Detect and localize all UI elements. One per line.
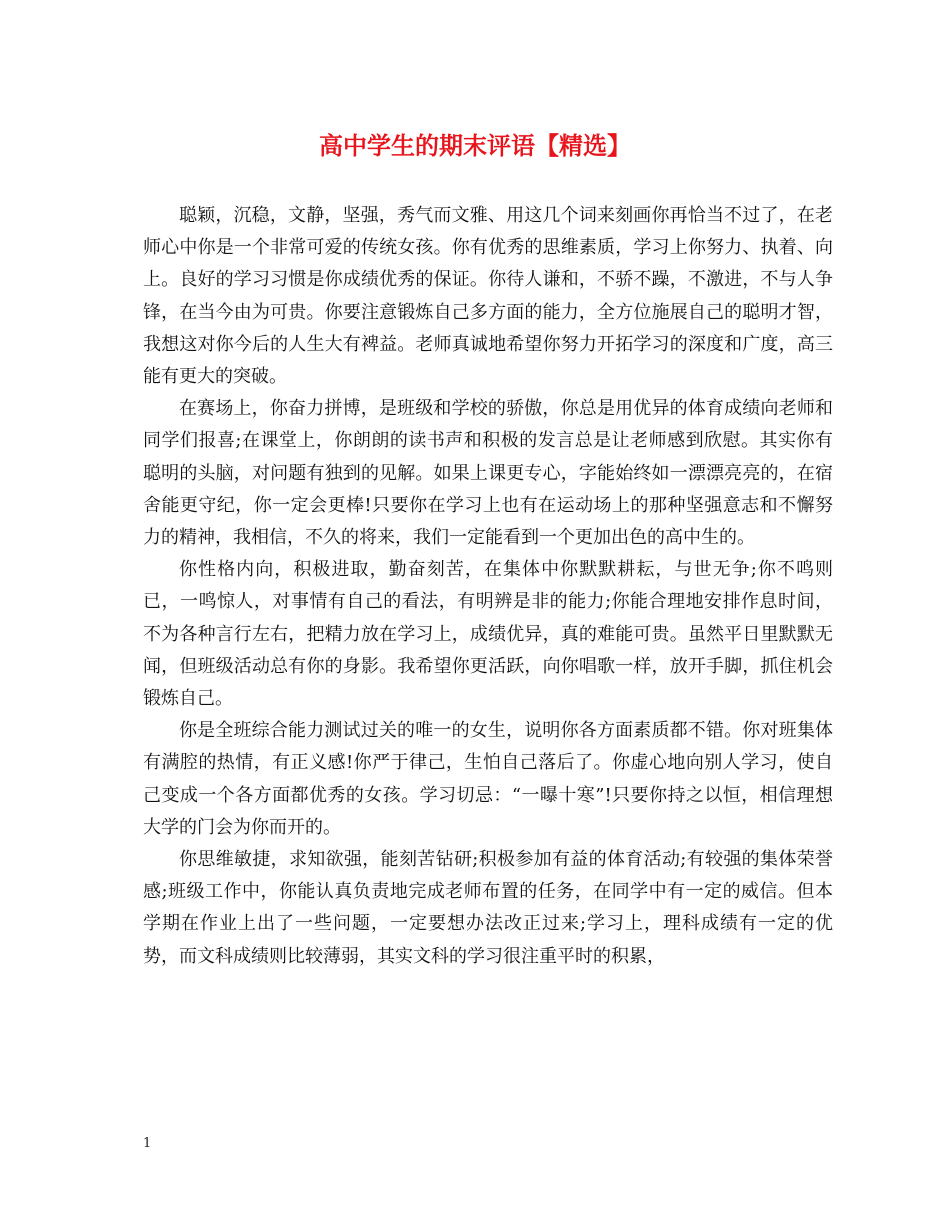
paragraph-1: 聪颖，沉稳，文静，坚强，秀气而文雅、用这几个词来刻画你再恰当不过了，在老师心中你是一个非常可爱的传统女孩。你有优秀的思维素质，学习上你努力、执着、向上。良好的学习习惯是你成绩优秀的保证。你待人谦和，不骄不躁，不激进，不与人争锋，在当今由为可贵。你要注意锻炼自己多方面的能力，全方位施展自己的聪明才智，我想这对你今后的人生大有裨益。老师真诚地希望你努力开拓学习的深度和广度，高三能有更大的突破。 [143, 205, 833, 388]
paragraph-2: 在赛场上，你奋力拼博，是班级和学校的骄傲，你总是用优异的体育成绩向老师和同学们报喜;在课堂上，你朗朗的读书声和积极的发言总是让老师感到欣慰。其实你有聪明的头脑，对问题有独到的见解。如果上课更专心，字能始终如一漂漂亮亮的，在宿舍能更守纪，你一定会更棒!只要你在学习上也有在运动场上的那种坚强意志和不懈努力的精神，我相信，不久的将来，我们一定能看到一个更加出色的高中生的。 [143, 398, 833, 549]
document-body [143, 200, 833, 973]
paragraph-3: 你性格内向，积极进取，勤奋刻苦，在集体中你默默耕耘，与世无争;你不鸣则已，一鸣惊人，对事情有自己的看法，有明辨是非的能力;你能合理地安排作息时间，不为各种言行左右，把精力放在学习上，成绩优异，真的难能可贵。虽然平日里默默无闻，但班级活动总有你的身影。我希望你更活跃，向你唱歌一样，放开手脚，抓住机会锻炼自己。 [143, 559, 833, 710]
page-number: 1 [143, 1136, 152, 1151]
paragraph-4: 你是全班综合能力测试过关的唯一的女生，说明你各方面素质都不错。你对班集体有满腔的热情，有正义感!你严于律己，生怕自己落后了。你虚心地向别人学习，使自己变成一个各方面都优秀的女孩。学习切忌：“一曝十寒”!只要你持之以恒，相信理想大学的门会为你而开的。 [143, 720, 833, 838]
document-title: 高中学生的期末评语【精选】 [319, 131, 631, 160]
paragraph-5: 你思维敏捷，求知欲强，能刻苦钻研;积极参加有益的体育活动;有较强的集体荣誉感;班级工作中，你能认真负责地完成老师布置的任务，在同学中有一定的威信。但本学期在作业上出了一些问题，一定要想办法改正过来;学习上，理科成绩有一定的优势，而文科成绩则比较薄弱，其实文科的学习很注重平时的积累， [143, 849, 833, 967]
